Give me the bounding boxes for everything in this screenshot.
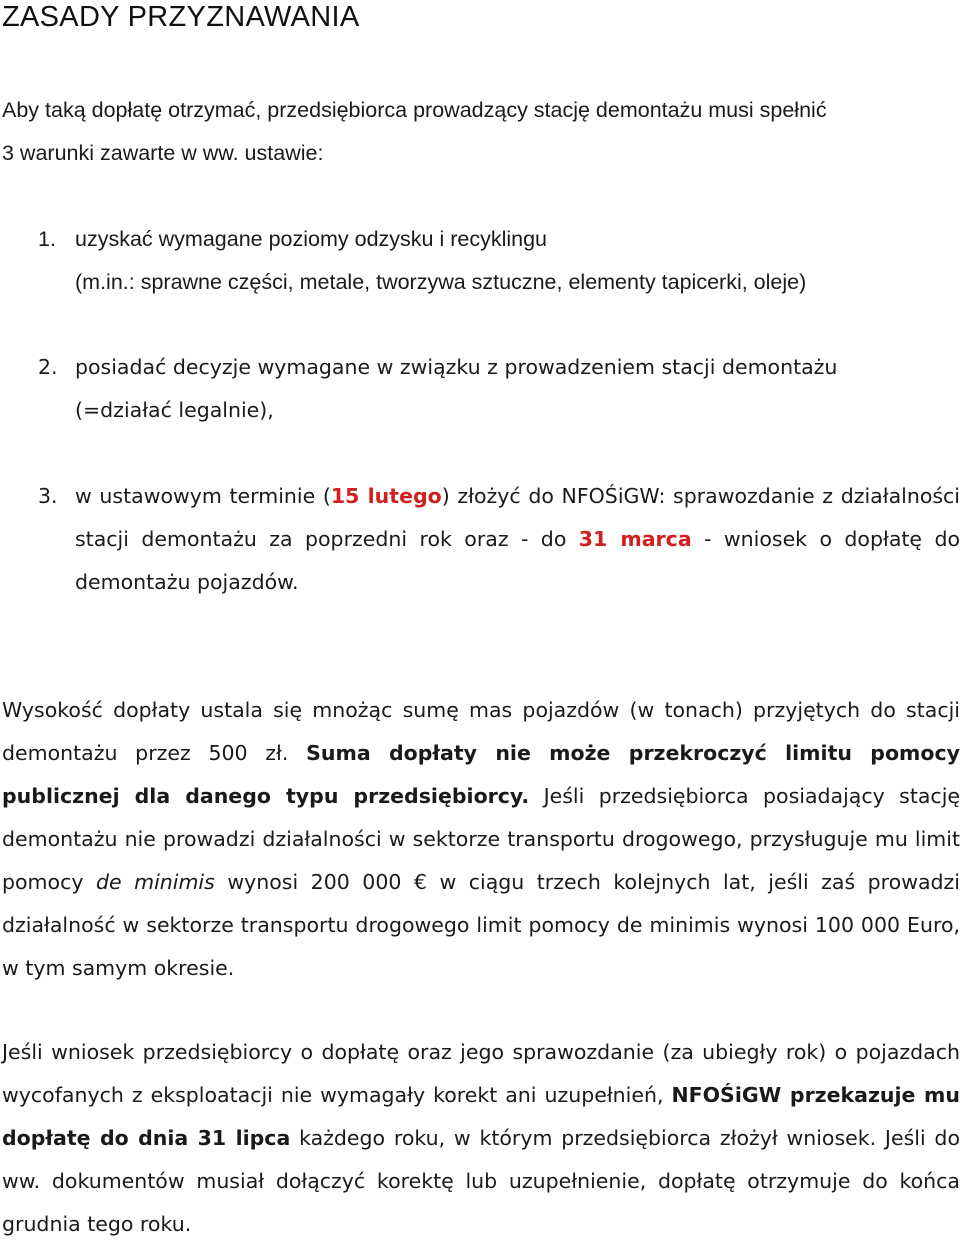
deadline-date-2: 31 marca <box>578 527 692 551</box>
subsidy-amount-paragraph: Wysokość dopłaty ustala się mnożąc sumę mas pojazdów (w tonach) przyjętych do stacji demontażu przez 500 zł. Suma dopłaty nie może przekroczyć limitu pomocy publicznej dla danego typu przedsiębiorcy. Jeśli przedsiębiorca posiadający stację demontażu nie prowadzi działalności w sektorze transportu drogowego, przysługuje mu limit pomocy de minimis wynosi 200 000 € w ciągu trzech kolejnych lat, jeśli zaś prowadzi działalność w sektorze transportu drogowego limit pomocy de minimis wynosi 100 000 Euro, w tym samym okresie. <box>2 698 960 980</box>
payment-deadline-paragraph: Jeśli wniosek przedsiębiorcy o dopłatę oraz jego sprawozdanie (za ubiegły rok) o pojazdach wycofanych z eksploatacji nie wymagały korekt ani uzupełnień, NFOŚiGW przekazuje mu dopłatę do dnia 31 lipca każdego roku, w którym przedsiębiorca złożył wniosek. Jeśli do ww. dokumentów musiał dołączyć korektę lub uzupełnienie, dopłatę otrzymuje do końca grudnia tego roku. <box>2 1040 960 1236</box>
list-item-1-line-1: uzyskać wymagane poziomy odzysku i recyklingu <box>75 227 548 251</box>
list-item-number: 1. <box>38 227 56 251</box>
list-item-3-text: w ustawowym terminie (15 lutego) złożyć do NFOŚiGW: sprawozdanie z działalności stacji demontażu za poprzedni rok oraz - do 31 marca - wniosek o dopłatę do demontażu pojazdów. <box>75 484 960 594</box>
list-item-number: 3. <box>38 484 58 508</box>
list-item-number: 2. <box>38 355 58 379</box>
deadline-date-1: 15 lutego <box>330 484 442 508</box>
list-item-2-line-1: posiadać decyzje wymagane w związku z prowadzeniem stacji demontażu <box>75 355 838 379</box>
list-item-2-line-2: (=działać legalnie), <box>75 398 274 422</box>
list-item-3 <box>38 475 960 604</box>
intro-line-1: Aby taką dopłatę otrzymać, przedsiębiorca prowadzący stację demontażu musi spełnić <box>2 98 827 122</box>
de-minimis-term: de minimis <box>95 870 215 894</box>
intro-paragraph <box>2 89 960 175</box>
page-title: ZASADY PRZYZNAWANIA <box>2 1 360 33</box>
limit-notice: Suma dopłaty nie może przekroczyć limitu pomocy publicznej dla danego typu przedsiębiorcy. <box>2 741 960 808</box>
intro-line-2: 3 warunki zawarte w ww. ustawie: <box>2 141 324 165</box>
list-item-1 <box>38 218 958 304</box>
list-item-1-line-2: (m.in.: sprawne części, metale, tworzywa sztuczne, elementy tapicerki, oleje) <box>75 270 807 294</box>
list-item-2 <box>38 346 958 432</box>
payment-deadline-notice: NFOŚiGW przekazuje mu dopłatę do dnia 31 lipca <box>2 1083 960 1150</box>
